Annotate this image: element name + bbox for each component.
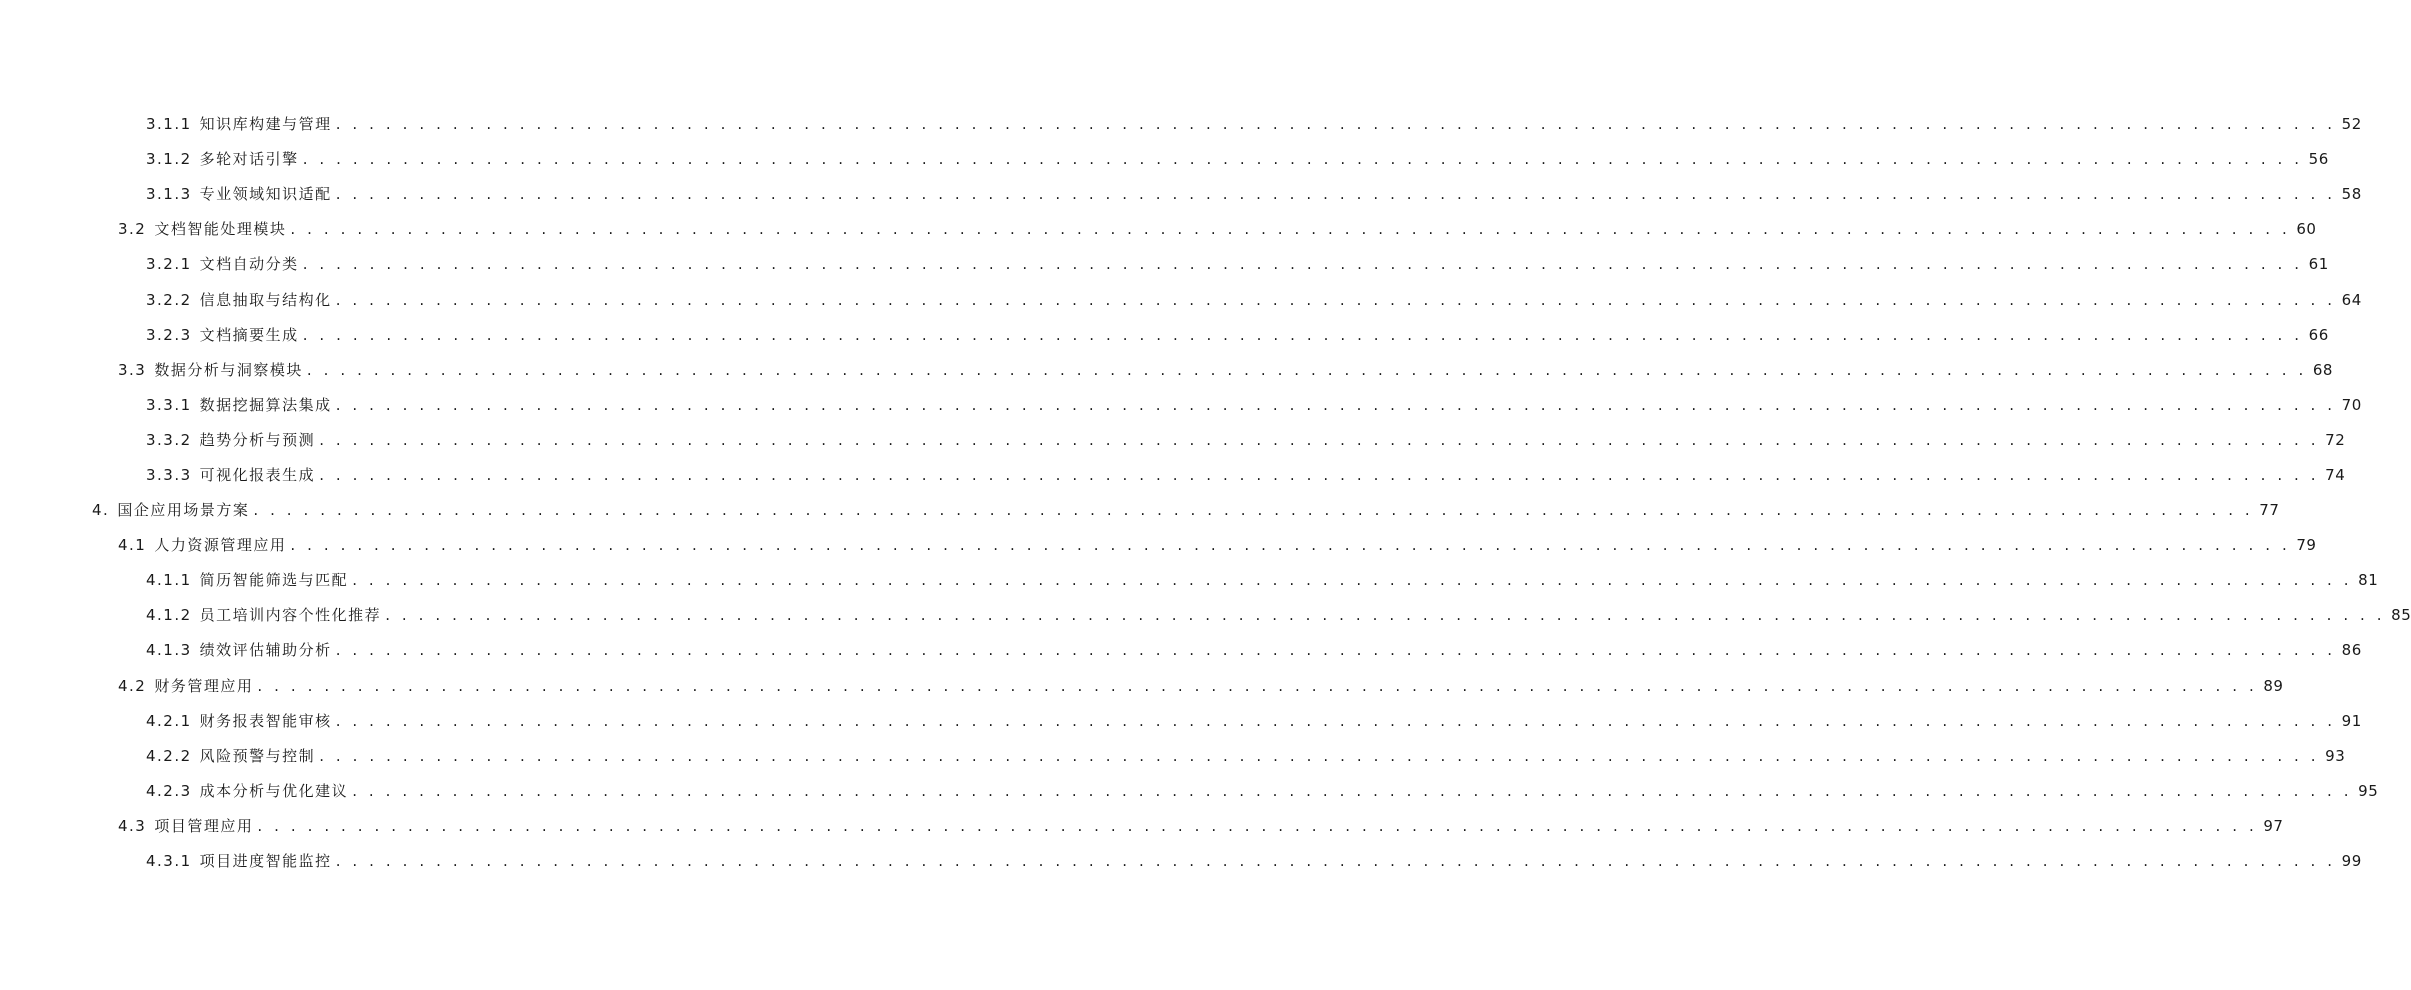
dot-leader: . . . . . . . . . . . . . . . . . . . . . . . . . . . . . . . . . . . . . . . . . . . . . . . . . . . . . . . . . . . . . . . . . . . . . . . . . . . . . . . . . . . . . . . . . . . . . . . . . . . . . . . . . . . . . . . . . . . . . . . . bbox=[302, 150, 2303, 169]
toc-entry-line bbox=[118, 534, 2317, 555]
toc-entry-line bbox=[146, 148, 2329, 169]
toc-entry[interactable] bbox=[0, 843, 2362, 878]
toc-page-number: 89 bbox=[2263, 676, 2284, 695]
toc-entry-label bbox=[118, 359, 303, 380]
dot-leader: . . . . . . . . . . . . . . . . . . . . . . . . . . . . . . . . . . . . . . . . . . . . . . . . . . . . . . . . . . . . . . . . . . . . . . . . . . . . . . . . . . . . . . . . . . . . . . . . . . . . . . . . . . . . . . . . . . . . . . . . bbox=[306, 360, 2307, 379]
dot-leader: . . . . . . . . . . . . . . . . . . . . . . . . . . . . . . . . . . . . . . . . . . . . . . . . . . . . . . . . . . . . . . . . . . . . . . . . . . . . . . . . . . . . . . . . . . . . . . . . . . . . . . . . . . . . . . . . . . . . . . . . bbox=[335, 185, 2336, 204]
toc-page-number: 81 bbox=[2358, 571, 2379, 590]
toc-page-number: 72 bbox=[2325, 430, 2346, 449]
toc-entry-label bbox=[146, 569, 348, 590]
toc-entry-label bbox=[146, 464, 315, 485]
toc-section-number: 3.3 bbox=[118, 360, 147, 379]
toc-section-number: 4.2.3 bbox=[146, 781, 192, 800]
toc-section-number: 3.1.3 bbox=[146, 185, 192, 204]
toc-entry-line bbox=[118, 359, 2333, 380]
toc-section-number: 3.2 bbox=[118, 220, 147, 239]
toc-entry-label bbox=[146, 148, 299, 169]
toc-section-title: 人力资源管理应用 bbox=[154, 536, 287, 555]
toc-entry[interactable] bbox=[0, 773, 2379, 808]
toc-entry-label bbox=[146, 113, 332, 134]
toc-entry-label bbox=[146, 429, 315, 450]
toc-section-title: 专业领域知识适配 bbox=[199, 185, 332, 204]
toc-entry-line bbox=[146, 464, 2346, 485]
dot-leader: . . . . . . . . . . . . . . . . . . . . . . . . . . . . . . . . . . . . . . . . . . . . . . . . . . . . . . . . . . . . . . . . . . . . . . . . . . . . . . . . . . . . . . . . . . . . . . . . . . . . . . . . . . . . . . . . . . . . . . . . bbox=[302, 325, 2303, 344]
toc-entry-line bbox=[118, 218, 2317, 239]
toc-entry[interactable] bbox=[0, 632, 2362, 667]
toc-section-title: 员工培训内容个性化推荐 bbox=[199, 606, 382, 625]
toc-page-number: 64 bbox=[2341, 290, 2362, 309]
dot-leader: . . . . . . . . . . . . . . . . . . . . . . . . . . . . . . . . . . . . . . . . . . . . . . . . . . . . . . . . . . . . . . . . . . . . . . . . . . . . . . . . . . . . . . . . . . . . . . . . . . . . . . . . . . . . . . . . . . . . . . . . bbox=[319, 746, 2320, 765]
toc-page-number: 66 bbox=[2308, 325, 2329, 344]
toc-section-title: 多轮对话引擎 bbox=[199, 150, 299, 169]
toc-entry-label bbox=[146, 324, 299, 345]
toc-entry[interactable] bbox=[0, 597, 2411, 632]
toc-entry[interactable] bbox=[0, 387, 2362, 422]
toc-page-number: 61 bbox=[2308, 255, 2329, 274]
toc-entry[interactable] bbox=[0, 281, 2362, 316]
toc-section-number: 4.1.3 bbox=[146, 641, 192, 660]
toc-section-number: 4.2.2 bbox=[146, 746, 192, 765]
toc-section-title: 文档自动分类 bbox=[199, 255, 299, 274]
table-of-contents bbox=[0, 106, 2411, 878]
toc-section-number: 4.1.1 bbox=[146, 571, 192, 590]
toc-entry-label bbox=[146, 850, 332, 871]
toc-entry-label bbox=[118, 534, 286, 555]
toc-entry-label bbox=[146, 745, 315, 766]
toc-entry[interactable] bbox=[0, 352, 2333, 387]
toc-entry[interactable] bbox=[0, 176, 2362, 211]
dot-leader: . . . . . . . . . . . . . . . . . . . . . . . . . . . . . . . . . . . . . . . . . . . . . . . . . . . . . . . . . . . . . . . . . . . . . . . . . . . . . . . . . . . . . . . . . . . . . . . . . . . . . . . . . . . . . . . . . . . . . . . . bbox=[253, 501, 2254, 520]
toc-entry-line bbox=[146, 429, 2346, 450]
toc-entry-label bbox=[92, 499, 249, 520]
toc-entry-line bbox=[146, 745, 2346, 766]
toc-entry-line bbox=[146, 780, 2379, 801]
toc-entry-label bbox=[146, 604, 381, 625]
toc-entry-line bbox=[146, 710, 2362, 731]
toc-page-number: 68 bbox=[2312, 360, 2333, 379]
toc-entry[interactable] bbox=[0, 527, 2317, 562]
toc-entry-label bbox=[118, 218, 286, 239]
toc-entry[interactable] bbox=[0, 141, 2329, 176]
dot-leader: . . . . . . . . . . . . . . . . . . . . . . . . . . . . . . . . . . . . . . . . . . . . . . . . . . . . . . . . . . . . . . . . . . . . . . . . . . . . . . . . . . . . . . . . . . . . . . . . . . . . . . . . . . . . . . . . . . . . . . . . bbox=[319, 465, 2320, 484]
toc-section-title: 财务报表智能审核 bbox=[199, 711, 332, 730]
toc-page-number: 77 bbox=[2259, 501, 2280, 520]
toc-entry-line bbox=[146, 289, 2362, 310]
toc-entry[interactable] bbox=[0, 106, 2362, 141]
toc-section-title: 项目管理应用 bbox=[154, 816, 254, 835]
toc-entry[interactable] bbox=[0, 668, 2284, 703]
toc-page-number: 86 bbox=[2341, 641, 2362, 660]
toc-entry-line bbox=[146, 569, 2379, 590]
toc-section-title: 风险预警与控制 bbox=[199, 746, 316, 765]
toc-entry[interactable] bbox=[0, 211, 2317, 246]
toc-page-number: 60 bbox=[2296, 220, 2317, 239]
dot-leader: . . . . . . . . . . . . . . . . . . . . . . . . . . . . . . . . . . . . . . . . . . . . . . . . . . . . . . . . . . . . . . . . . . . . . . . . . . . . . . . . . . . . . . . . . . . . . . . . . . . . . . . . . . . . . . . . . . . . . . . . bbox=[335, 395, 2336, 414]
toc-section-title: 项目进度智能监控 bbox=[199, 852, 332, 871]
toc-page-number: 95 bbox=[2358, 781, 2379, 800]
toc-page-number: 93 bbox=[2325, 746, 2346, 765]
toc-section-number: 4.2.1 bbox=[146, 711, 192, 730]
toc-section-number: 4.1.2 bbox=[146, 606, 192, 625]
toc-section-number: 4.1 bbox=[118, 536, 147, 555]
dot-leader: . . . . . . . . . . . . . . . . . . . . . . . . . . . . . . . . . . . . . . . . . . . . . . . . . . . . . . . . . . . . . . . . . . . . . . . . . . . . . . . . . . . . . . . . . . . . . . . . . . . . . . . . . . . . . . . . . . . . . . . . bbox=[257, 676, 2258, 695]
toc-entry[interactable] bbox=[0, 562, 2379, 597]
toc-section-number: 4.2 bbox=[118, 676, 147, 695]
toc-entry-line bbox=[146, 394, 2362, 415]
toc-section-title: 国企应用场景方案 bbox=[117, 501, 250, 520]
toc-section-title: 数据分析与洞察模块 bbox=[154, 360, 303, 379]
toc-page-number: 52 bbox=[2341, 115, 2362, 134]
dot-leader: . . . . . . . . . . . . . . . . . . . . . . . . . . . . . . . . . . . . . . . . . . . . . . . . . . . . . . . . . . . . . . . . . . . . . . . . . . . . . . . . . . . . . . . . . . . . . . . . . . . . . . . . . . . . . . . . . . . . . . . . bbox=[335, 852, 2336, 871]
toc-page-number: 99 bbox=[2341, 852, 2362, 871]
dot-leader: . . . . . . . . . . . . . . . . . . . . . . . . . . . . . . . . . . . . . . . . . . . . . . . . . . . . . . . . . . . . . . . . . . . . . . . . . . . . . . . . . . . . . . . . . . . . . . . . . . . . . . . . . . . . . . . . . . . . . . . . bbox=[302, 255, 2303, 274]
dot-leader: . . . . . . . . . . . . . . . . . . . . . . . . . . . . . . . . . . . . . . . . . . . . . . . . . . . . . . . . . . . . . . . . . . . . . . . . . . . . . . . . . . . . . . . . . . . . . . . . . . . . . . . . . . . . . . . . . . . . . . . . bbox=[335, 711, 2336, 730]
toc-entry[interactable] bbox=[0, 422, 2346, 457]
toc-section-number: 4.3 bbox=[118, 816, 147, 835]
dot-leader: . . . . . . . . . . . . . . . . . . . . . . . . . . . . . . . . . . . . . . . . . . . . . . . . . . . . . . . . . . . . . . . . . . . . . . . . . . . . . . . . . . . . . . . . . . . . . . . . . . . . . . . . . . . . . . . . . . . . . . . . bbox=[290, 536, 2291, 555]
toc-section-number: 3.1.2 bbox=[146, 150, 192, 169]
toc-entry-label bbox=[118, 815, 253, 836]
dot-leader: . . . . . . . . . . . . . . . . . . . . . . . . . . . . . . . . . . . . . . . . . . . . . . . . . . . . . . . . . . . . . . . . . . . . . . . . . . . . . . . . . . . . . . . . . . . . . . . . . . . . . . . . . . . . . . . . . . . . . . . . bbox=[352, 571, 2353, 590]
toc-entry-label bbox=[146, 289, 332, 310]
toc-section-number: 4. bbox=[92, 501, 110, 520]
toc-section-number: 3.2.2 bbox=[146, 290, 192, 309]
toc-entry-label bbox=[146, 639, 332, 660]
toc-entry[interactable] bbox=[0, 808, 2284, 843]
toc-entry-line bbox=[92, 499, 2280, 520]
toc-entry-line bbox=[118, 675, 2284, 696]
toc-section-title: 知识库构建与管理 bbox=[199, 115, 332, 134]
toc-page-number: 91 bbox=[2341, 711, 2362, 730]
dot-leader: . . . . . . . . . . . . . . . . . . . . . . . . . . . . . . . . . . . . . . . . . . . . . . . . . . . . . . . . . . . . . . . . . . . . . . . . . . . . . . . . . . . . . . . . . . . . . . . . . . . . . . . . . . . . . . . . . . . . . . . . bbox=[335, 290, 2336, 309]
toc-section-title: 趋势分析与预测 bbox=[199, 430, 316, 449]
dot-leader: . . . . . . . . . . . . . . . . . . . . . . . . . . . . . . . . . . . . . . . . . . . . . . . . . . . . . . . . . . . . . . . . . . . . . . . . . . . . . . . . . . . . . . . . . . . . . . . . . . . . . . . . . . . . . . . . . . . . . . . . bbox=[290, 220, 2291, 239]
toc-entry-label bbox=[146, 710, 332, 731]
toc-entry-label bbox=[118, 675, 253, 696]
toc-entry-line bbox=[146, 324, 2329, 345]
toc-page-number: 97 bbox=[2263, 816, 2284, 835]
toc-entry[interactable] bbox=[0, 492, 2280, 527]
toc-section-title: 文档智能处理模块 bbox=[154, 220, 287, 239]
dot-leader: . . . . . . . . . . . . . . . . . . . . . . . . . . . . . . . . . . . . . . . . . . . . . . . . . . . . . . . . . . . . . . . . . . . . . . . . . . . . . . . . . . . . . . . . . . . . . . . . . . . . . . . . . . . . . . . . . . . . . . . . bbox=[257, 816, 2258, 835]
toc-section-title: 数据挖掘算法集成 bbox=[199, 395, 332, 414]
toc-entry-line bbox=[146, 639, 2362, 660]
toc-section-number: 3.3.2 bbox=[146, 430, 192, 449]
toc-section-title: 绩效评估辅助分析 bbox=[199, 641, 332, 660]
toc-entry[interactable] bbox=[0, 317, 2329, 352]
toc-section-title: 文档摘要生成 bbox=[199, 325, 299, 344]
toc-entry-line bbox=[146, 253, 2329, 274]
toc-entry-line bbox=[118, 815, 2284, 836]
toc-page-number: 56 bbox=[2308, 150, 2329, 169]
toc-entry-label bbox=[146, 253, 299, 274]
toc-section-number: 4.3.1 bbox=[146, 852, 192, 871]
toc-section-title: 财务管理应用 bbox=[154, 676, 254, 695]
toc-section-title: 可视化报表生成 bbox=[199, 465, 316, 484]
toc-entry[interactable] bbox=[0, 457, 2346, 492]
toc-entry[interactable] bbox=[0, 246, 2329, 281]
dot-leader: . . . . . . . . . . . . . . . . . . . . . . . . . . . . . . . . . . . . . . . . . . . . . . . . . . . . . . . . . . . . . . . . . . . . . . . . . . . . . . . . . . . . . . . . . . . . . . . . . . . . . . . . . . . . . . . . . . . . . . . . bbox=[352, 781, 2353, 800]
toc-section-title: 信息抽取与结构化 bbox=[199, 290, 332, 309]
toc-page-number: 79 bbox=[2296, 536, 2317, 555]
toc-entry-label bbox=[146, 183, 332, 204]
dot-leader: . . . . . . . . . . . . . . . . . . . . . . . . . . . . . . . . . . . . . . . . . . . . . . . . . . . . . . . . . . . . . . . . . . . . . . . . . . . . . . . . . . . . . . . . . . . . . . . . . . . . . . . . . . . . . . . . . . . . . . . . bbox=[319, 430, 2320, 449]
toc-entry-line bbox=[146, 183, 2362, 204]
toc-entry-line bbox=[146, 604, 2411, 625]
toc-page-number: 58 bbox=[2341, 185, 2362, 204]
toc-entry-label bbox=[146, 780, 348, 801]
toc-section-number: 3.1.1 bbox=[146, 115, 192, 134]
toc-section-title: 简历智能筛选与匹配 bbox=[199, 571, 349, 590]
dot-leader: . . . . . . . . . . . . . . . . . . . . . . . . . . . . . . . . . . . . . . . . . . . . . . . . . . . . . . . . . . . . . . . . . . . . . . . . . . . . . . . . . . . . . . . . . . . . . . . . . . . . . . . . . . . . . . . . . . . . . . . . bbox=[335, 115, 2336, 134]
toc-page-number: 70 bbox=[2341, 395, 2362, 414]
dot-leader: . . . . . . . . . . . . . . . . . . . . . . . . . . . . . . . . . . . . . . . . . . . . . . . . . . . . . . . . . . . . . . . . . . . . . . . . . . . . . . . . . . . . . . . . . . . . . . . . . . . . . . . . . . . . . . . . . . . . . . . . bbox=[385, 606, 2386, 625]
toc-entry-line bbox=[146, 113, 2362, 134]
toc-section-number: 3.3.1 bbox=[146, 395, 192, 414]
toc-section-number: 3.3.3 bbox=[146, 465, 192, 484]
dot-leader: . . . . . . . . . . . . . . . . . . . . . . . . . . . . . . . . . . . . . . . . . . . . . . . . . . . . . . . . . . . . . . . . . . . . . . . . . . . . . . . . . . . . . . . . . . . . . . . . . . . . . . . . . . . . . . . . . . . . . . . . bbox=[335, 641, 2336, 660]
toc-page-number: 74 bbox=[2325, 465, 2346, 484]
toc-page-number: 85 bbox=[2391, 606, 2411, 625]
toc-section-number: 3.2.1 bbox=[146, 255, 192, 274]
toc-section-number: 3.2.3 bbox=[146, 325, 192, 344]
toc-section-title: 成本分析与优化建议 bbox=[199, 781, 349, 800]
toc-entry[interactable] bbox=[0, 703, 2362, 738]
toc-entry[interactable] bbox=[0, 738, 2346, 773]
toc-entry-label bbox=[146, 394, 332, 415]
toc-entry-line bbox=[146, 850, 2362, 871]
